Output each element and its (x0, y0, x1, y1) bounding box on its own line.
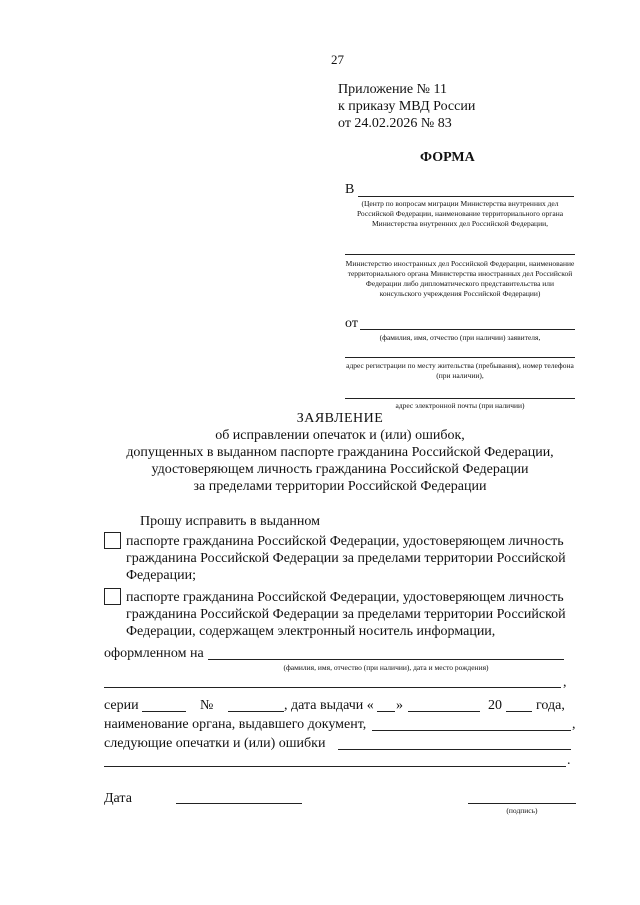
appendix-block (338, 81, 475, 132)
authority-field[interactable] (372, 730, 571, 731)
title-line-1: об исправлении опечаток и (или) ошибок, (215, 428, 465, 443)
appendix-line-3: от 24.02.2026 № 83 (338, 116, 452, 131)
option-2-checkbox[interactable] (104, 588, 121, 605)
appendix-line-1: Приложение № 11 (338, 82, 447, 97)
form-label: ФОРМА (420, 150, 475, 165)
issued-to-comma: , (563, 675, 567, 690)
option-1-checkbox[interactable] (104, 532, 121, 549)
signature-field[interactable] (468, 803, 576, 804)
title-main: ЗАЯВЛЕНИЕ (296, 411, 384, 426)
option-2-text (126, 589, 586, 640)
option-1-line-1: паспорте гражданина Российской Федерации, удостоверяющем личность (126, 534, 564, 549)
addressee-hint-2: Министерство иностранных дел Российской Федерации, наименование территориального органа Министерства иностранных дел Российской Федерации либо дипломатического представительства или консульского учреждения Российской Федерации) (345, 259, 575, 298)
series-field[interactable] (142, 711, 186, 712)
issue-date-label: , дата выдачи « (284, 698, 374, 713)
option-1-text (126, 533, 586, 584)
applicant-name-hint: (фамилия, имя, отчество (при наличии) заявителя, (379, 333, 541, 342)
number-label: № (200, 698, 214, 713)
addressee-prefix: В (345, 182, 355, 197)
title-line-3: удостоверяющем личность гражданина Российской Федерации (151, 462, 529, 477)
errors-period: . (567, 753, 571, 768)
option-1-line-3: Федерации; (126, 568, 197, 583)
series-label: серии (104, 698, 139, 713)
year-prefix: 20 (488, 698, 502, 713)
title-line-2: допущенных в выданном паспорте гражданина Российской Федерации, (126, 445, 554, 460)
date-label: Дата (104, 791, 132, 806)
option-2-line-2: гражданина Российской Федерации за пределами территории Российской (126, 607, 566, 622)
applicant-email-hint: адрес электронной почты (при наличии) (395, 401, 525, 410)
addressee-hint-1: (Центр по вопросам миграции Министерства внутренних дел Российской Федерации, наименование территориального органа Министерства внутренних дел Российской Федерации, (356, 199, 564, 228)
applicant-prefix: от (345, 316, 358, 331)
errors-field-2[interactable] (104, 766, 566, 767)
issue-day-field[interactable] (377, 711, 395, 712)
errors-field[interactable] (338, 749, 571, 750)
appendix-line-2: к приказу МВД России (338, 99, 476, 114)
statement-title (60, 410, 620, 495)
issue-year-field[interactable] (506, 711, 532, 712)
issued-to-hint: (фамилия, имя, отчество (при наличии), дата и место рождения) (283, 663, 489, 672)
signature-hint: (подпись) (506, 806, 538, 815)
issued-to-label: оформленном на (104, 646, 204, 661)
authority-comma: , (572, 717, 576, 732)
applicant-address-hint: адрес регистрации по месту жительства (пребывания), номер телефона (при наличии), (346, 361, 574, 380)
option-2-line-1: паспорте гражданина Российской Федерации, удостоверяющем личность (126, 590, 564, 605)
title-line-4: за пределами территории Российской Федерации (193, 479, 487, 494)
option-1-line-2: гражданина Российской Федерации за пределами территории Российской (126, 551, 566, 566)
year-suffix: года, (536, 698, 565, 713)
issue-month-field[interactable] (408, 711, 480, 712)
date-field[interactable] (176, 803, 302, 804)
applicant-email-line[interactable] (345, 398, 575, 399)
issued-to-line[interactable] (208, 659, 564, 660)
option-2-line-3: Федерации, содержащем электронный носитель информации, (126, 624, 496, 639)
quote-close: » (396, 698, 403, 713)
request-text: Прошу исправить в выданном (140, 514, 320, 529)
addressee-line[interactable] (358, 196, 574, 197)
addressee-line-2[interactable] (345, 254, 575, 255)
applicant-name-line[interactable] (360, 329, 575, 330)
number-field[interactable] (228, 711, 284, 712)
applicant-address-line[interactable] (345, 357, 575, 358)
errors-label: следующие опечатки и (или) ошибки (104, 736, 326, 751)
authority-label: наименование органа, выдавшего документ, (104, 717, 367, 732)
issued-to-line-2[interactable] (104, 687, 561, 688)
page-number: 27 (331, 52, 344, 67)
